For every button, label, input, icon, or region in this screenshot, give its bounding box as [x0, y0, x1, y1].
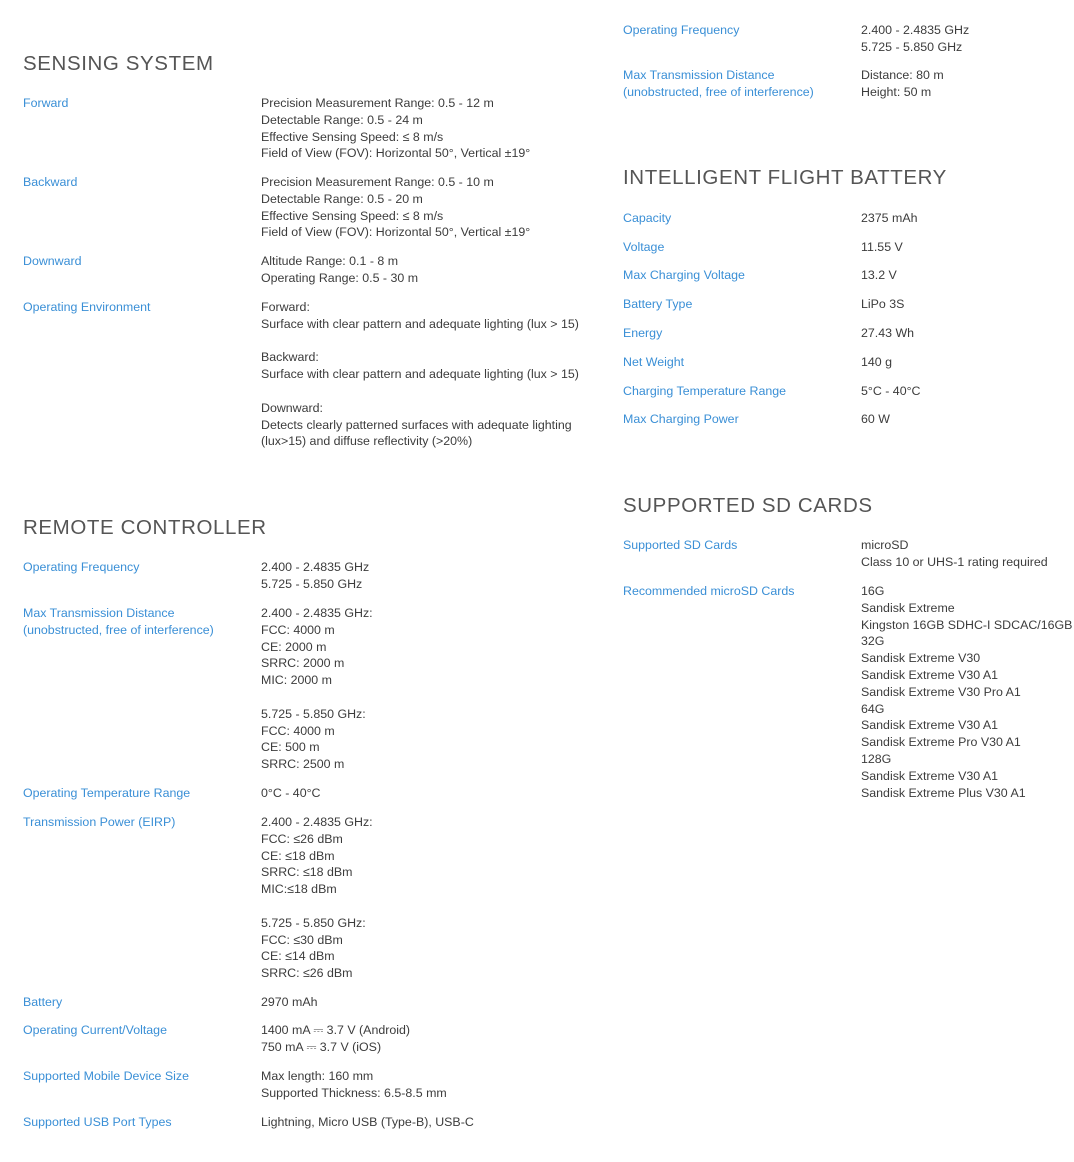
spec-label: Supported USB Port Types — [23, 1115, 172, 1129]
section-title-supported-sd-cards: SUPPORTED SD CARDS — [623, 494, 873, 517]
spec-value: microSD Class 10 or UHS-1 rating required — [861, 538, 1048, 569]
spec-value: Precision Measurement Range: 0.5 - 10 m Detectable Range: 0.5 - 20 m Effective Sensing Speed: ≤ 8 m/s Field of View (FOV): Horizontal 50°, Vertical ±19° — [261, 175, 531, 240]
spec-label: Operating Current/Voltage — [23, 1023, 167, 1037]
spec-label: Supported SD Cards — [623, 538, 738, 552]
spec-label: Supported Mobile Device Size — [23, 1069, 189, 1083]
spec-value: 11.55 V — [861, 240, 903, 254]
spec-label: Max Charging Power — [623, 412, 739, 426]
spec-label: Max Transmission Distance (unobstructed, free of interference) — [23, 606, 214, 637]
spec-label: Max Transmission Distance (unobstructed, free of interference) — [623, 68, 814, 99]
section-title-remote-controller: REMOTE CONTROLLER — [23, 516, 267, 539]
spec-value: Max length: 160 mm Supported Thickness: 6.5-8.5 mm — [261, 1069, 447, 1100]
spec-label: Transmission Power (EIRP) — [23, 815, 176, 829]
spec-value: LiPo 3S — [861, 297, 905, 311]
spec-label: Net Weight — [623, 355, 685, 369]
spec-label: Energy — [623, 326, 663, 340]
spec-value: 2375 mAh — [861, 211, 918, 225]
spec-label: Charging Temperature Range — [623, 384, 787, 398]
spec-value: Precision Measurement Range: 0.5 - 12 m Detectable Range: 0.5 - 24 m Effective Sensing Speed: ≤ 8 m/s Field of View (FOV): Horizontal 50°, Vertical ±19° — [261, 96, 531, 161]
spec-label: Battery — [23, 995, 63, 1009]
spec-value: 27.43 Wh — [861, 326, 915, 340]
spec-label: Operating Frequency — [23, 560, 140, 574]
spec-value: 2.400 - 2.4835 GHz: FCC: ≤26 dBm CE: ≤18 dBm SRRC: ≤18 dBm MIC:≤18 dBm 5.725 - 5.850 GHz: FCC: ≤30 dBm CE: ≤14 dBm SRRC: ≤26 dBm — [261, 815, 373, 981]
spec-label: Max Charging Voltage — [623, 268, 745, 282]
spec-value: 13.2 V — [861, 268, 897, 282]
spec-value: 60 W — [861, 412, 890, 426]
spec-value: 16G Sandisk Extreme Kingston 16GB SDHC-I SDCAC/16GB 32G Sandisk Extreme V30 Sandisk Extreme V30 A1 Sandisk Extreme V30 Pro A1 64G Sandisk Extreme V30 A1 Sandisk Extreme Pro V30 A1 128G Sandisk Extreme V30 A1 Sandisk Extreme Plus V30 A1 — [861, 584, 1073, 800]
spec-label: Battery Type — [623, 297, 693, 311]
spec-label: Forward — [23, 96, 69, 110]
spec-value: 2970 mAh — [261, 995, 318, 1009]
spec-label: Voltage — [623, 240, 665, 254]
spec-value: 2.400 - 2.4835 GHz 5.725 - 5.850 GHz — [861, 23, 970, 54]
spec-value: 140 g — [861, 355, 893, 369]
spec-value: 0°C - 40°C — [261, 786, 321, 800]
spec-value: 5°C - 40°C — [861, 384, 921, 398]
spec-label: Recommended microSD Cards — [623, 584, 795, 598]
spec-label: Operating Frequency — [623, 23, 740, 37]
section-title-intelligent-flight-battery: INTELLIGENT FLIGHT BATTERY — [623, 166, 947, 189]
spec-label: Backward — [23, 175, 78, 189]
spec-value: Altitude Range: 0.1 - 8 m Operating Range: 0.5 - 30 m — [261, 254, 419, 285]
spec-label: Downward — [23, 254, 82, 268]
spec-value: 2.400 - 2.4835 GHz: FCC: 4000 m CE: 2000 m SRRC: 2000 m MIC: 2000 m 5.725 - 5.850 GHz: FCC: 4000 m CE: 500 m SRRC: 2500 m — [261, 606, 373, 772]
spec-label: Operating Temperature Range — [23, 786, 191, 800]
spec-value: Forward: Surface with clear pattern and adequate lighting (lux > 15) Backward: Surface with clear pattern and adequate lighting (lux > 15) Downward: Detects clearly patterned surfaces with adequate lighting (lux>15) and diffuse reflectivity (>20%) — [261, 300, 579, 449]
spec-value: 1400 mA ⎓ 3.7 V (Android) 750 mA ⎓ 3.7 V (iOS) — [261, 1023, 411, 1054]
spec-value: Distance: 80 m Height: 50 m — [861, 68, 944, 99]
section-title-sensing-system: SENSING SYSTEM — [23, 52, 214, 75]
spec-value: 2.400 - 2.4835 GHz 5.725 - 5.850 GHz — [261, 560, 370, 591]
spec-label: Operating Environment — [23, 300, 151, 314]
spec-value: Lightning, Micro USB (Type-B), USB-C — [261, 1115, 474, 1129]
spec-label: Capacity — [623, 211, 672, 225]
